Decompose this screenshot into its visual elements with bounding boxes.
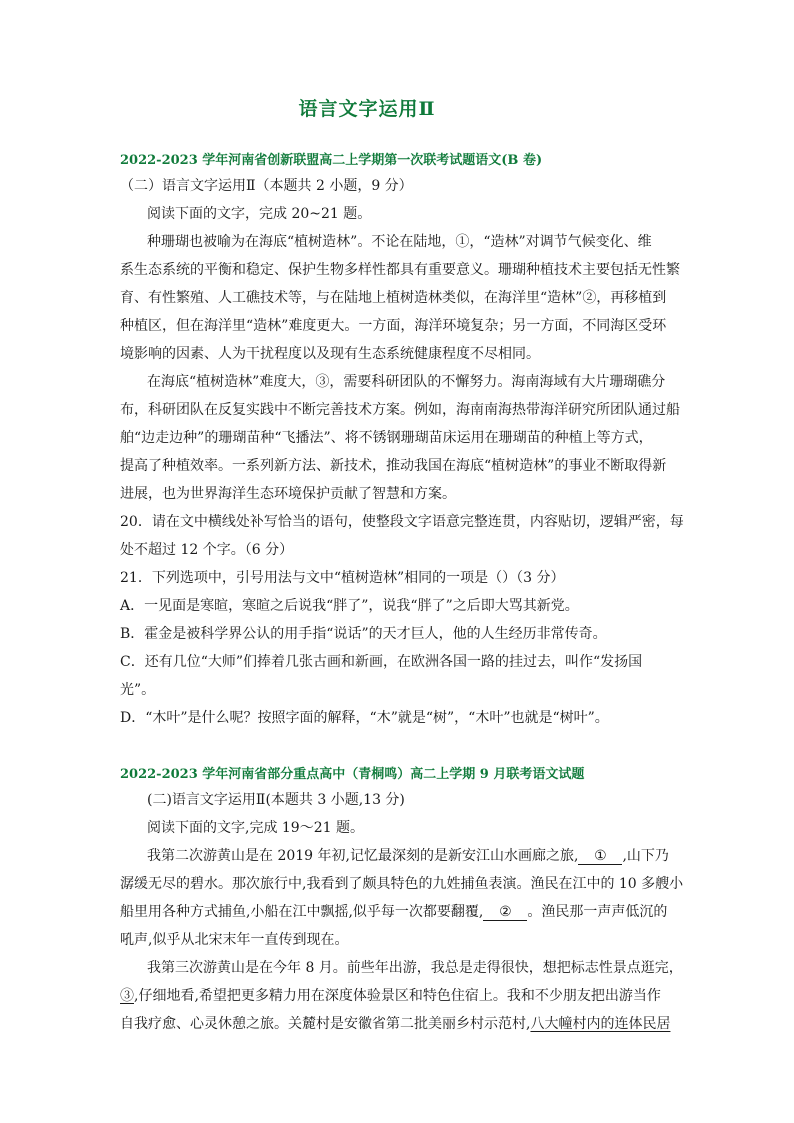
passage-text: 。渔民那一声声低沉的 bbox=[527, 904, 668, 920]
section2-heading: (二)语言文字运用Ⅱ(本题共 3 小题,13 分) bbox=[147, 792, 405, 808]
passage-text: ,仔细地看,希望把更多精力用在深度体验景区和特色住宿上。我和不少朋友把出游当作 bbox=[134, 988, 661, 1004]
question-21: 21．下列选项中，引号用法与文中“植树造林”相同的一项是（）（3 分） bbox=[120, 570, 565, 586]
para2-line: 提高了种植效率。一系列新方法、新技术，推动我国在海底“植树造林”的事业不断取得新 bbox=[120, 458, 667, 474]
option-c: C．还有几位“大师”们捧着几张古画和新画，在欧洲各国一路的挂过去，叫作“发扬国 bbox=[120, 654, 643, 670]
section2-instruction: 阅读下面的文字,完成 19～21 题。 bbox=[147, 820, 364, 836]
section1-heading: （二）语言文字运用Ⅱ（本题共 2 小题，9 分） bbox=[120, 178, 413, 194]
para1-line: 种植区，但在海洋里“造林”难度更大。一方面，海洋环境复杂；另一方面，不同海区受环 bbox=[120, 318, 667, 334]
passage-line bbox=[120, 985, 661, 1005]
passage-text: 我第二次游黄山是在 2019 年初,记忆最深刻的是新安江山水画廊之旅, bbox=[147, 848, 579, 864]
passage-text: 船里用各种方式捕鱼,小船在江中飘摇,似乎每一次都要翻覆, bbox=[120, 904, 484, 920]
passage-line: 我第三次游黄山是在今年 8 月。前些年出游，我总是走得很快，想把标志性景点逛完， bbox=[147, 960, 683, 976]
option-b: B．霍金是被科学界公认的用手指“说话”的天才巨人，他的人生经历非常传奇。 bbox=[120, 626, 607, 642]
answer-blank-3: ③ bbox=[120, 988, 134, 1004]
passage-line bbox=[120, 1013, 670, 1033]
para1-line: 系生态系统的平衡和稳定、保护生物多样性都具有重要意义。珊瑚种植技术主要包括无性繁 bbox=[120, 262, 680, 278]
passage-text: ,山下乃 bbox=[622, 848, 669, 864]
option-d: D．“木叶”是什么呢？按照字面的解释，“木”就是“树”，“木叶”也就是“树叶”。 bbox=[120, 710, 609, 726]
para2-line: 舶“边走边种”的珊瑚苗种“飞播法”、将不锈钢珊瑚苗床运用在珊瑚苗的种植上等方式， bbox=[120, 430, 653, 446]
para1-line: 境影响的因素、人为干扰程度以及现有生态系统健康程度不尽相同。 bbox=[120, 346, 540, 362]
section1-instruction: 阅读下面的文字，完成 20~21 题。 bbox=[147, 206, 372, 222]
page-title: 语言文字运用Ⅱ bbox=[298, 98, 436, 120]
passage-line: 吼声,似乎从北宋末年一直传到现在。 bbox=[120, 932, 349, 948]
section2-source: 2022-2023 学年河南省部分重点高中（青桐鸣）高二上学期 9 月联考语文试题 bbox=[120, 767, 585, 782]
passage-line bbox=[147, 845, 669, 865]
underlined-text: 八大幢村内的连体民居 bbox=[530, 1016, 671, 1032]
answer-blank-2: ② bbox=[483, 904, 527, 921]
para2-line: 在海底“植树造林”难度大，③，需要科研团队的不懈努力。海南海域有大片珊瑚礁分 bbox=[147, 374, 666, 390]
passage-text: 自我疗愈、心灵休憩之旅。关麓村是安徽省第二批美丽乡村示范村, bbox=[120, 1016, 531, 1032]
passage-line: 潺缓无尽的碧水。那次旅行中,我看到了颇具特色的九姓捕鱼表演。渔民在江中的 10 多艘小 bbox=[120, 876, 684, 892]
option-c: 光”。 bbox=[120, 682, 156, 698]
question-20: 处不超过 12 个字。（6 分） bbox=[120, 542, 294, 558]
section1-source: 2022-2023 学年河南省创新联盟高二上学期第一次联考试题语文(B 卷) bbox=[120, 153, 543, 168]
para2-line: 进展，也为世界海洋生态环境保护贡献了智慧和方案。 bbox=[120, 486, 456, 502]
answer-blank-1: ① bbox=[578, 848, 622, 865]
passage-line bbox=[120, 901, 667, 921]
para1-line: 育、有性繁殖、人工礁技术等，与在陆地上植树造林类似，在海洋里“造林”②，再移植到 bbox=[120, 290, 667, 306]
question-20: 20．请在文中横线处补写恰当的语句，使整段文字语意完整连贯，内容贴切，逻辑严密，每 bbox=[120, 514, 684, 530]
para2-line: 布，科研团队在反复实践中不断完善技术方案。例如，海南南海热带海洋研究所团队通过船 bbox=[120, 402, 680, 418]
para1-line: 种珊瑚也被喻为在海底“植树造林”。不论在陆地，①，“造林”对调节气候变化、维 bbox=[147, 234, 652, 250]
option-a: A．一见面是寒暄，寒暄之后说我“胖了”，说我“胖了”之后即大骂其新党。 bbox=[120, 598, 579, 614]
